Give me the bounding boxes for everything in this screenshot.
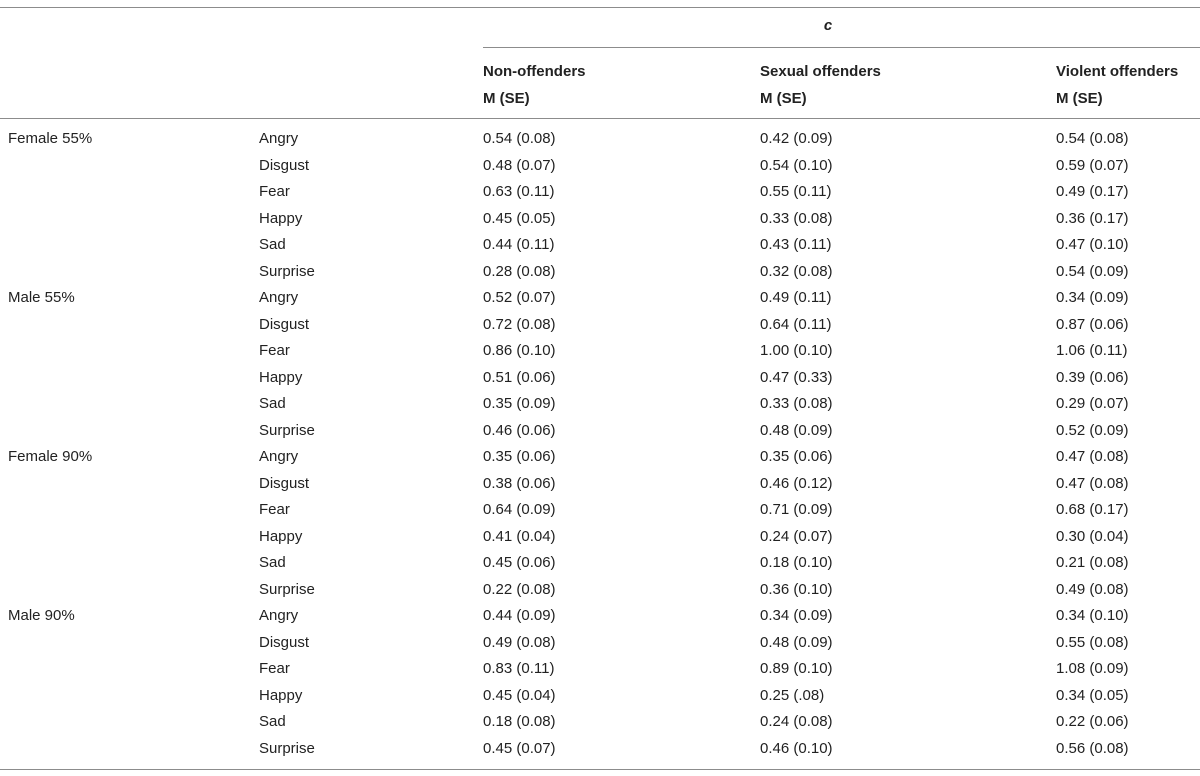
cell-sexual-offenders: 0.36 (0.10): [760, 580, 833, 598]
table-row: [0, 126, 1200, 153]
row-emotion: Surprise: [259, 739, 315, 757]
table-row: [0, 153, 1200, 180]
cell-violent-offenders: 0.47 (0.08): [1056, 448, 1129, 465]
cell-non-offenders: 0.18 (0.08): [483, 713, 556, 730]
row-condition: Male 90%: [8, 607, 75, 624]
table-row: [0, 312, 1200, 339]
column-header-sexual-offenders: [760, 58, 881, 112]
table-row: [0, 338, 1200, 365]
cell-sexual-offenders: 0.64 (0.11): [760, 315, 832, 333]
table-row: [0, 471, 1200, 498]
cell-non-offenders: 0.38 (0.06): [483, 474, 556, 492]
table-bottom-rule: [0, 769, 1200, 770]
cell-non-offenders: 0.41 (0.04): [483, 527, 556, 545]
cell-non-offenders: 0.22 (0.08): [483, 580, 556, 598]
table-row: [0, 206, 1200, 233]
row-emotion: Fear: [259, 501, 290, 518]
table-row: [0, 524, 1200, 551]
cell-non-offenders: 0.49 (0.08): [483, 633, 556, 651]
cell-non-offenders: 0.45 (0.07): [483, 739, 556, 757]
row-emotion: Fear: [259, 342, 290, 359]
table-row: [0, 285, 1200, 312]
row-emotion: Angry: [259, 289, 299, 306]
table-row: [0, 550, 1200, 577]
cell-violent-offenders: 0.36 (0.17): [1056, 209, 1129, 227]
row-condition: Male 55%: [8, 289, 75, 306]
cell-violent-offenders: 0.29 (0.07): [1056, 395, 1129, 412]
cell-sexual-offenders: 0.48 (0.09): [760, 421, 833, 439]
cell-violent-offenders: 0.49 (0.08): [1056, 580, 1129, 598]
cell-violent-offenders: 0.87 (0.06): [1056, 315, 1129, 333]
cell-violent-offenders: 0.59 (0.07): [1056, 156, 1129, 174]
cell-sexual-offenders: 0.55 (0.11): [760, 183, 832, 200]
cell-non-offenders: 0.45 (0.05): [483, 209, 556, 227]
row-emotion: Happy: [259, 368, 303, 386]
cell-violent-offenders: 0.34 (0.05): [1056, 686, 1129, 704]
cell-violent-offenders: 0.49 (0.17): [1056, 183, 1129, 200]
cell-non-offenders: 0.54 (0.08): [483, 130, 556, 147]
cell-non-offenders: 0.45 (0.06): [483, 554, 556, 571]
cell-violent-offenders: 1.06 (0.11): [1056, 342, 1128, 359]
cell-sexual-offenders: 1.00 (0.10): [760, 342, 833, 359]
cell-sexual-offenders: 0.49 (0.11): [760, 289, 832, 306]
table-row: [0, 497, 1200, 524]
row-emotion: Surprise: [259, 421, 315, 439]
cell-sexual-offenders: 0.43 (0.11): [760, 236, 832, 253]
table-row: [0, 179, 1200, 206]
column-stat-label: M (SE): [483, 90, 530, 107]
cell-non-offenders: 0.35 (0.06): [483, 448, 556, 465]
cell-sexual-offenders: 0.33 (0.08): [760, 209, 833, 227]
row-emotion: Surprise: [259, 580, 315, 598]
cell-sexual-offenders: 0.35 (0.06): [760, 448, 833, 465]
row-emotion: Fear: [259, 660, 290, 677]
measure-header: c: [823, 17, 833, 34]
cell-non-offenders: 0.45 (0.04): [483, 686, 556, 704]
table-top-rule: [0, 7, 1200, 8]
column-group-label: Sexual offenders: [760, 63, 881, 80]
cell-sexual-offenders: 0.33 (0.08): [760, 395, 833, 412]
cell-sexual-offenders: 0.46 (0.10): [760, 739, 833, 757]
table-row: [0, 444, 1200, 471]
column-header-violent-offenders: [1056, 58, 1178, 112]
cell-sexual-offenders: 0.24 (0.07): [760, 527, 833, 545]
cell-non-offenders: 0.35 (0.09): [483, 395, 556, 412]
cell-violent-offenders: 0.54 (0.09): [1056, 262, 1129, 280]
cell-non-offenders: 0.44 (0.09): [483, 607, 556, 624]
cell-violent-offenders: 0.21 (0.08): [1056, 554, 1129, 571]
row-emotion: Disgust: [259, 156, 310, 174]
table-row: [0, 603, 1200, 630]
cell-sexual-offenders: 0.34 (0.09): [760, 607, 833, 624]
row-emotion: Angry: [259, 448, 299, 465]
cell-violent-offenders: 0.56 (0.08): [1056, 739, 1129, 757]
cell-non-offenders: 0.28 (0.08): [483, 262, 556, 280]
table-row: [0, 365, 1200, 392]
cell-non-offenders: 0.83 (0.11): [483, 660, 555, 677]
table-row: [0, 683, 1200, 710]
row-emotion: Sad: [259, 554, 286, 571]
cell-violent-offenders: 0.47 (0.08): [1056, 474, 1129, 492]
row-emotion: Fear: [259, 183, 290, 200]
cell-non-offenders: 0.44 (0.11): [483, 236, 555, 253]
cell-sexual-offenders: 0.24 (0.08): [760, 713, 833, 730]
cell-sexual-offenders: 0.25 (.08): [760, 686, 825, 704]
row-emotion: Angry: [259, 607, 299, 624]
table-row: [0, 656, 1200, 683]
cell-non-offenders: 0.86 (0.10): [483, 342, 556, 359]
cell-violent-offenders: 0.52 (0.09): [1056, 421, 1129, 439]
column-stat-label: M (SE): [1056, 90, 1103, 107]
table-body: [0, 126, 1200, 762]
cell-non-offenders: 0.72 (0.08): [483, 315, 556, 333]
column-group-label: Violent offenders: [1056, 63, 1179, 80]
cell-violent-offenders: 0.34 (0.10): [1056, 607, 1129, 624]
cell-sexual-offenders: 0.47 (0.33): [760, 368, 833, 386]
spanner-rule: [483, 47, 1200, 48]
cell-violent-offenders: 0.22 (0.06): [1056, 713, 1129, 730]
header-bottom-rule: [0, 118, 1200, 119]
row-emotion: Surprise: [259, 262, 315, 280]
cell-non-offenders: 0.51 (0.06): [483, 368, 556, 386]
table-row: [0, 418, 1200, 445]
cell-violent-offenders: 1.08 (0.09): [1056, 660, 1129, 677]
cell-sexual-offenders: 0.18 (0.10): [760, 554, 833, 571]
row-emotion: Sad: [259, 395, 286, 412]
cell-non-offenders: 0.52 (0.07): [483, 289, 556, 306]
row-emotion: Disgust: [259, 633, 310, 651]
cell-sexual-offenders: 0.32 (0.08): [760, 262, 833, 280]
cell-violent-offenders: 0.34 (0.09): [1056, 289, 1129, 306]
table-row: [0, 391, 1200, 418]
cell-sexual-offenders: 0.54 (0.10): [760, 156, 833, 174]
table-row: [0, 259, 1200, 286]
row-condition: Female 55%: [8, 130, 93, 147]
cell-violent-offenders: 0.39 (0.06): [1056, 368, 1129, 386]
table-row: [0, 577, 1200, 604]
column-header-non-offenders: [483, 58, 586, 112]
row-emotion: Angry: [259, 130, 299, 147]
cell-sexual-offenders: 0.46 (0.12): [760, 474, 833, 492]
table-row: [0, 736, 1200, 763]
cell-violent-offenders: 0.54 (0.08): [1056, 130, 1129, 147]
row-emotion: Happy: [259, 686, 303, 704]
cell-sexual-offenders: 0.89 (0.10): [760, 660, 833, 677]
table-row: [0, 709, 1200, 736]
cell-sexual-offenders: 0.42 (0.09): [760, 130, 833, 147]
cell-non-offenders: 0.48 (0.07): [483, 156, 556, 174]
table-row: [0, 630, 1200, 657]
row-emotion: Happy: [259, 527, 303, 545]
column-group-label: Non-offenders: [483, 63, 586, 80]
cell-violent-offenders: 0.55 (0.08): [1056, 633, 1129, 651]
cell-violent-offenders: 0.47 (0.10): [1056, 236, 1129, 253]
cell-sexual-offenders: 0.71 (0.09): [760, 501, 833, 518]
row-emotion: Happy: [259, 209, 303, 227]
cell-sexual-offenders: 0.48 (0.09): [760, 633, 833, 651]
row-emotion: Sad: [259, 713, 286, 730]
column-stat-label: M (SE): [760, 90, 807, 107]
cell-non-offenders: 0.64 (0.09): [483, 501, 556, 518]
cell-violent-offenders: 0.68 (0.17): [1056, 501, 1129, 518]
cell-violent-offenders: 0.30 (0.04): [1056, 527, 1129, 545]
cell-non-offenders: 0.46 (0.06): [483, 421, 556, 439]
cell-non-offenders: 0.63 (0.11): [483, 183, 555, 200]
row-emotion: Disgust: [259, 315, 310, 333]
row-emotion: Sad: [259, 236, 286, 253]
table-row: [0, 232, 1200, 259]
row-condition: Female 90%: [8, 448, 93, 465]
row-emotion: Disgust: [259, 474, 310, 492]
